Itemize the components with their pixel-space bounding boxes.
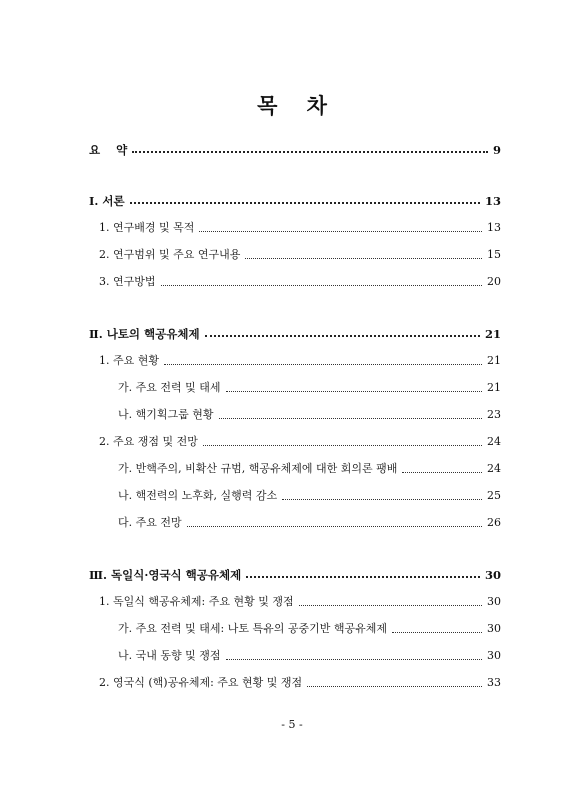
dot-leader (203, 445, 482, 446)
toc-entry-chapter-1[interactable] (89, 192, 501, 210)
toc-entry-label: 1. 주요 현황 (99, 354, 159, 367)
toc-entry-label: 나. 핵기획그룹 현황 (118, 408, 214, 421)
toc-entry-page: 30 (487, 649, 501, 662)
toc-entry-label: 가. 주요 전력 및 태세 (118, 381, 221, 394)
toc-entry-page: 24 (487, 462, 501, 475)
dot-leader (307, 686, 482, 687)
toc-entry-label: 3. 연구방법 (99, 275, 156, 288)
page-number: - 5 - (281, 718, 303, 731)
toc-entry-3-1-ga[interactable] (118, 620, 501, 638)
toc-entry-3-2[interactable] (99, 674, 501, 692)
dot-leader (299, 605, 482, 606)
toc-entry-page: 33 (487, 676, 501, 689)
dot-leader (130, 202, 480, 204)
toc-entry-page: 9 (492, 143, 501, 157)
toc-entry-2-2-da[interactable] (118, 514, 501, 532)
toc-entry-page: 21 (487, 354, 501, 367)
toc-entry-summary[interactable] (89, 141, 501, 159)
toc-entry-page: 23 (487, 408, 501, 421)
toc-entry-page: 30 (487, 595, 501, 608)
dot-leader (246, 576, 480, 578)
toc-entry-label: 가. 반핵주의, 비확산 규범, 핵공유체제에 대한 회의론 팽배 (118, 462, 398, 475)
dot-leader (161, 285, 483, 286)
dot-leader (219, 418, 483, 419)
toc-entry-label: 나. 국내 동향 및 쟁점 (118, 649, 221, 662)
toc-entry-label: Ⅲ. 독일식·영국식 핵공유체제 (89, 568, 242, 582)
toc-entry-label: 1. 독일식 핵공유체제: 주요 현황 및 쟁점 (99, 595, 294, 608)
toc-entry-page: 26 (487, 516, 501, 529)
toc-entry-label: 요 약 (89, 143, 128, 157)
dot-leader (402, 472, 482, 473)
toc-entry-label: 2. 주요 쟁점 및 전망 (99, 435, 198, 448)
toc-entry-label: Ⅰ. 서론 (89, 194, 125, 208)
toc-entry-1-3[interactable] (99, 273, 501, 291)
toc-entry-page: 15 (487, 248, 501, 261)
toc-entry-2-2-ga[interactable] (118, 460, 501, 478)
toc-entry-chapter-2[interactable] (89, 325, 501, 343)
toc-entry-page: 13 (484, 194, 501, 208)
dot-leader (245, 258, 482, 259)
toc-entry-3-1-na[interactable] (118, 647, 501, 665)
toc-entry-page: 21 (487, 381, 501, 394)
dot-leader (199, 231, 482, 232)
toc-entry-2-1-ga[interactable] (118, 379, 501, 397)
toc-entry-label: Ⅱ. 나토의 핵공유체제 (89, 327, 200, 341)
toc-entry-page: 20 (487, 275, 501, 288)
toc-entry-1-1[interactable] (99, 219, 501, 237)
toc-entry-chapter-3[interactable] (89, 566, 501, 584)
dot-leader (164, 364, 482, 365)
toc-entry-page: 24 (487, 435, 501, 448)
dot-leader (226, 391, 483, 392)
toc-entry-page: 30 (487, 622, 501, 635)
toc-entry-label: 나. 핵전력의 노후화, 실행력 감소 (118, 489, 278, 502)
dot-leader (132, 151, 488, 153)
toc-entry-label: 1. 연구배경 및 목적 (99, 221, 195, 234)
toc-entry-3-1[interactable] (99, 593, 501, 611)
toc-entry-1-2[interactable] (99, 246, 501, 264)
toc-entry-2-1[interactable] (99, 352, 501, 370)
toc-entry-page: 21 (484, 327, 501, 341)
toc-entry-label: 2. 영국식 (핵)공유체제: 주요 현황 및 쟁점 (99, 676, 303, 689)
toc-entry-page: 13 (487, 221, 501, 234)
toc-entry-page: 30 (484, 568, 501, 582)
toc-entry-label: 2. 연구범위 및 주요 연구내용 (99, 248, 241, 261)
toc-entry-2-1-na[interactable] (118, 406, 501, 424)
toc-entry-label: 가. 주요 전력 및 태세: 나토 특유의 공중기반 핵공유체제 (118, 622, 387, 635)
dot-leader (282, 499, 482, 500)
dot-leader (392, 632, 482, 633)
toc-entry-2-2-na[interactable] (118, 487, 501, 505)
page-title: 목 차 (257, 93, 327, 118)
toc-entry-2-2[interactable] (99, 433, 501, 451)
dot-leader (187, 526, 482, 527)
dot-leader (205, 335, 480, 337)
toc-entry-page: 25 (487, 489, 501, 502)
dot-leader (226, 659, 483, 660)
toc-entry-label: 다. 주요 전망 (118, 516, 182, 529)
